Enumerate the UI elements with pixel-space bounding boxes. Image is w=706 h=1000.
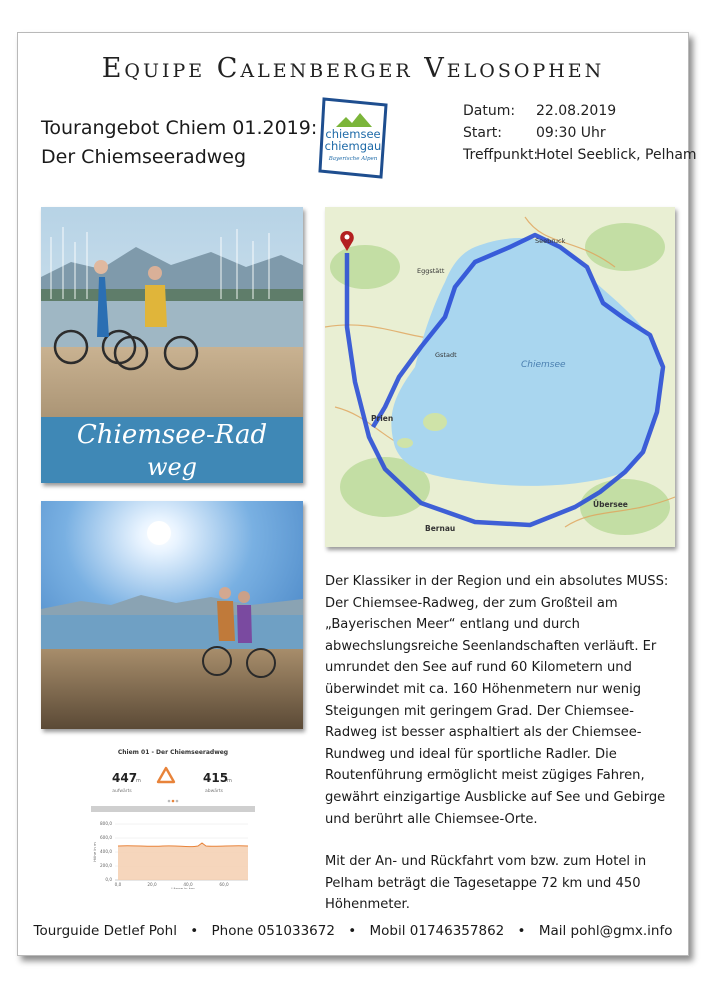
photo-overlay-line2: weg <box>146 453 198 481</box>
start-value: 09:30 Uhr <box>536 125 606 141</box>
svg-text:20,0: 20,0 <box>147 882 157 887</box>
profile-title: Chiem 01 - Der Chiemseeradweg <box>117 749 229 756</box>
footer-separator: • <box>517 923 526 939</box>
footer-phone: Phone 051033672 <box>211 923 335 939</box>
map-label-seebruck: Seebruck <box>535 237 566 245</box>
profile-up-value: 447 <box>112 771 138 785</box>
footer-mobile: Mobil 01746357862 <box>369 923 505 939</box>
map-label-uebersee: Übersee <box>593 500 628 509</box>
photo-cyclists-marina <box>41 207 303 483</box>
map-label-lake: Chiemsee <box>521 360 566 370</box>
profile-down-value: 415 <box>203 771 229 785</box>
footer-separator: • <box>190 923 199 939</box>
date-label: Datum: <box>463 103 516 119</box>
profile-y-ticks <box>100 821 112 882</box>
map-label-eggstaett: Eggstätt <box>417 267 445 275</box>
tour-offer-title: Tourangebot Chiem 01.2019: <box>41 117 318 139</box>
meeting-point-value: Hotel Seeblick, Pelham <box>536 147 697 163</box>
map-label-prien: Prien <box>371 414 394 423</box>
footer-guide: Tourguide Detlef Pohl <box>33 923 177 939</box>
date-row <box>463 103 693 121</box>
profile-y-axis-label: Höhe in m <box>92 842 97 862</box>
logo-tagline: Bayerische Alpen <box>328 156 378 162</box>
footer-mail: Mail pohl@gmx.info <box>538 923 673 939</box>
chiemsee-chiemgau-logo <box>318 97 388 179</box>
svg-text:800,0: 800,0 <box>100 821 112 826</box>
svg-text:40,0: 40,0 <box>183 882 193 887</box>
tour-name: Der Chiemseeradweg <box>41 146 247 168</box>
profile-up-label: aufwärts <box>112 789 132 794</box>
svg-text:400,0: 400,0 <box>100 849 112 854</box>
profile-down-unit: m <box>227 778 232 784</box>
svg-text:200,0: 200,0 <box>100 863 112 868</box>
footer-separator: • <box>348 923 357 939</box>
logo-line2: chiemgau <box>324 139 382 153</box>
profile-x-axis-label: Länge in km <box>171 886 195 889</box>
profile-down-label: abwärts <box>204 789 224 794</box>
club-title: Equipe Calenberger Velosophen <box>101 53 605 84</box>
svg-text:0,0: 0,0 <box>114 882 122 887</box>
contact-footer <box>18 923 688 939</box>
route-map <box>325 207 675 547</box>
map-label-gstadt: Gstadt <box>435 351 457 359</box>
elevation-triangle-icon <box>158 768 174 782</box>
svg-text:0,0: 0,0 <box>105 877 112 882</box>
date-value: 22.08.2019 <box>536 103 617 119</box>
description-paragraph-2: Mit der An- und Rückfahrt vom bzw. zum Hotel in Pelham beträgt die Tagesetappe 72 km und 450 Höhenmeter. <box>325 854 647 913</box>
svg-text:60,0: 60,0 <box>219 882 229 887</box>
map-label-bernau: Bernau <box>425 524 456 533</box>
page-dots <box>168 800 179 803</box>
description-paragraph-1: Der Klassiker in der Region und ein absolutes MUSS: Der Chiemsee-Radweg, der zum Großteil am „Bayerischen Meer“ entlang und durch abwechslungsreiche Seenlandschaften verläuft. Er umrundet den See auf rund 60 Kilometern und überwindet mit ca. 160 Höhenmetern nur wenig Steigungen mit geringem Grad. Der Chiemsee-Radweg ist besser asphaltiert als der Chiemsee-Rundweg und ideal für sportliche Radler. Die Routenführung ermöglicht meist zügiges Fahren, gewährt einzigartige Ausblicke auf See und Gebirge und berührt alle Chiemsee-Orte. <box>325 574 669 827</box>
photo-overlay-line1: Chiemsee-Rad <box>76 420 268 450</box>
svg-text:600,0: 600,0 <box>100 835 112 840</box>
flyer-page <box>17 32 697 956</box>
profile-up-unit: m <box>136 778 141 784</box>
tour-description <box>325 571 675 916</box>
start-row <box>463 125 693 143</box>
meeting-point-label: Treffpunkt: <box>463 147 539 163</box>
photo-couple-beach <box>41 501 303 729</box>
start-label: Start: <box>463 125 502 141</box>
meeting-point-row <box>463 147 697 165</box>
elevation-profile <box>88 744 258 889</box>
logo-line1: chiemsee <box>325 127 381 141</box>
